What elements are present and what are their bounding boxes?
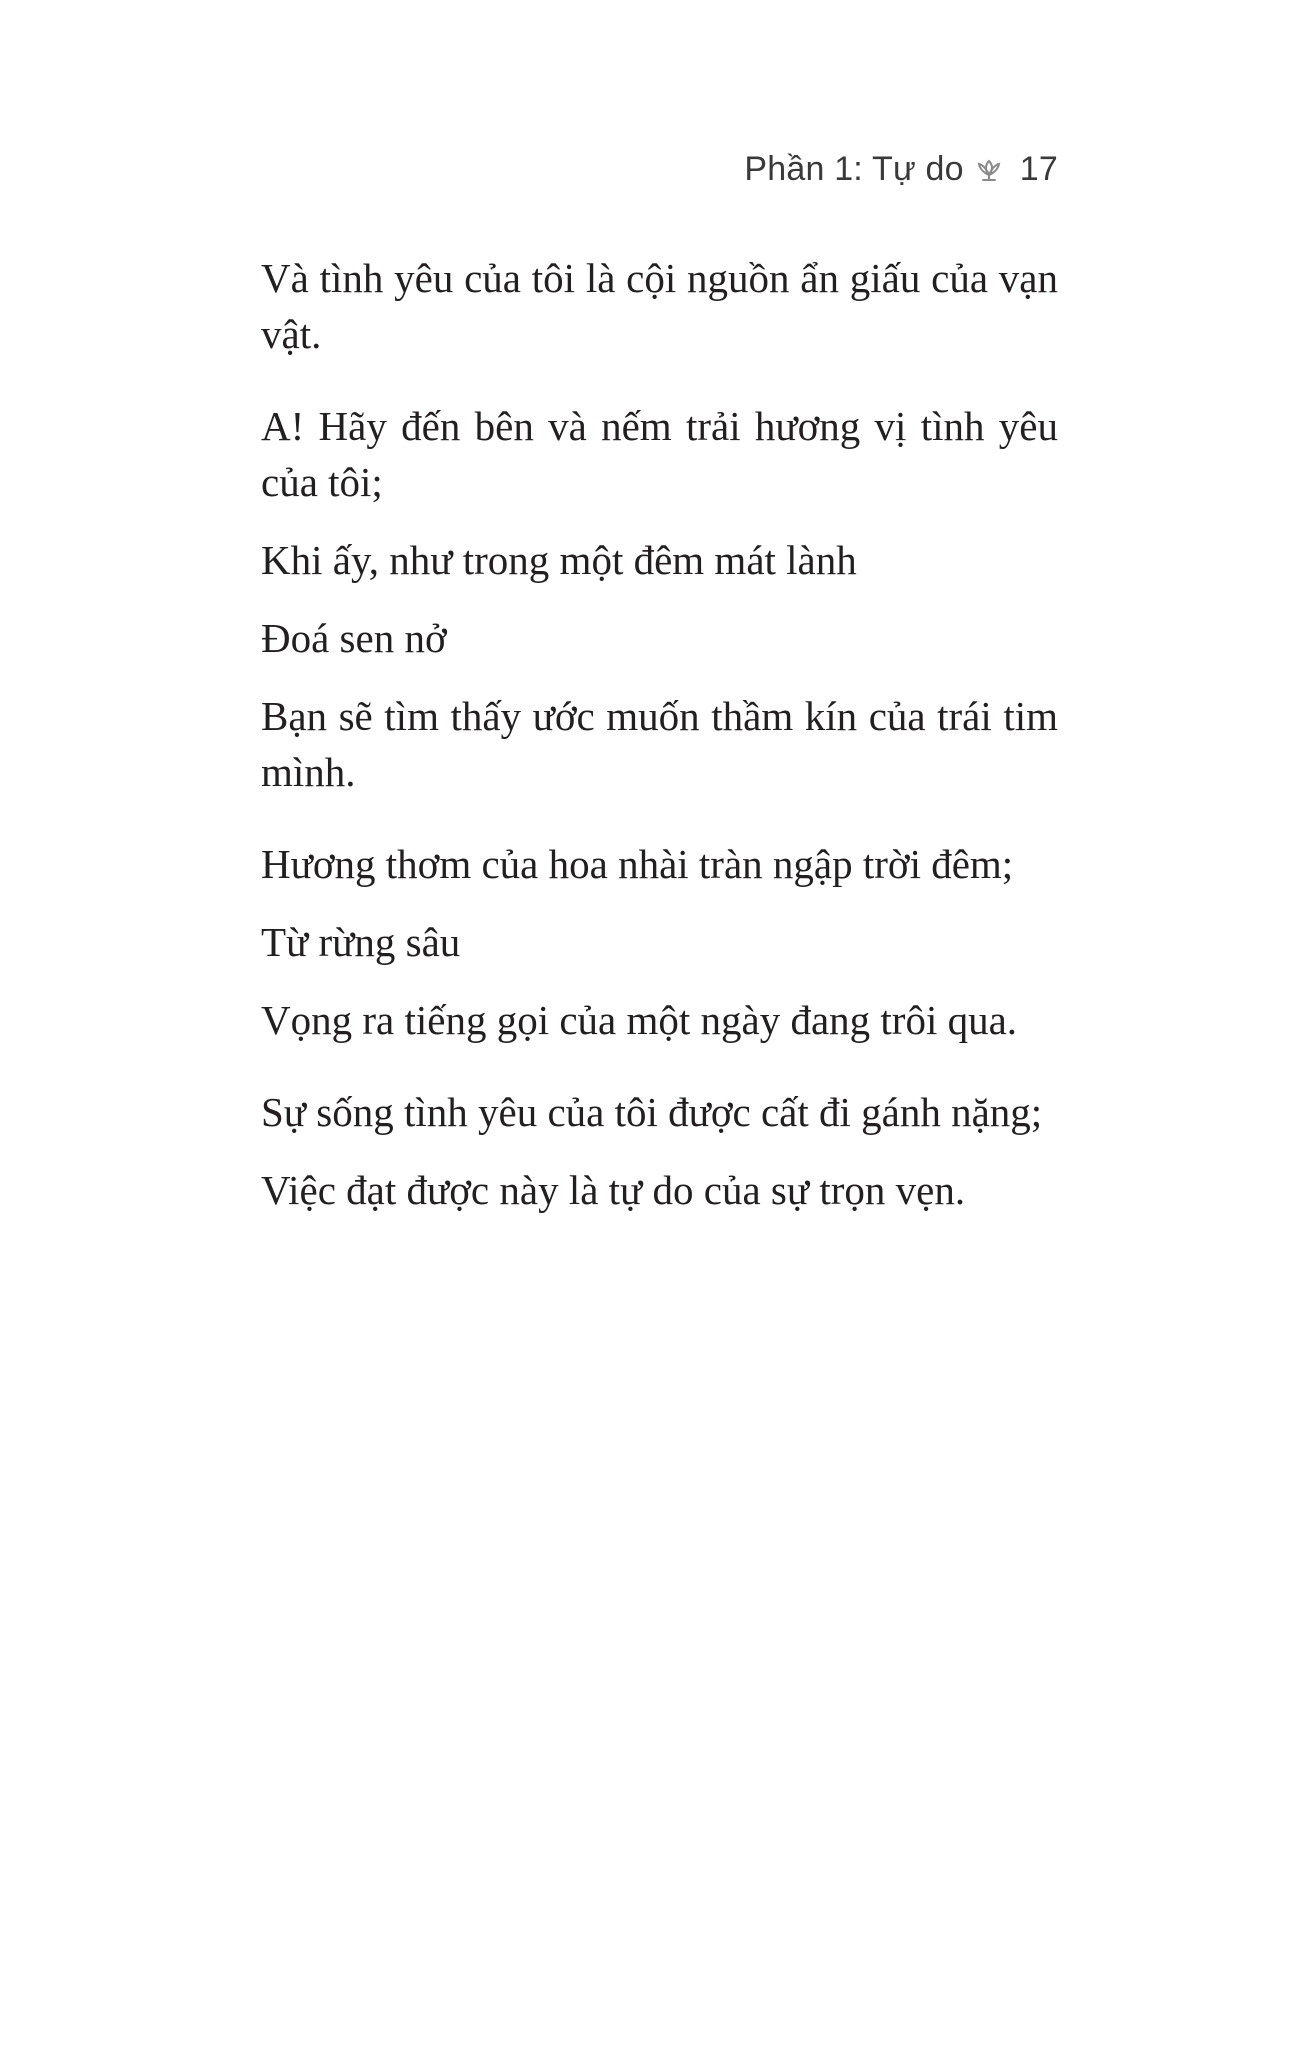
page-number: 17 xyxy=(1019,150,1058,188)
poem-line: Hương thơm của hoa nhài tràn ngập trời đêm; xyxy=(261,841,1014,887)
poem-line: A! Hãy đến bên và nếm trải hương vị tình yêu của tôi; xyxy=(261,403,1058,505)
poem-line: Bạn sẽ tìm thấy ước muốn thầm kín của trái tim mình. xyxy=(261,693,1058,795)
poem-line: Đoá sen nở xyxy=(261,615,447,661)
running-header xyxy=(744,150,1058,189)
section-title: Phần 1: Tự do xyxy=(744,150,964,188)
poem-body xyxy=(261,250,1058,1254)
lotus-ornament-icon xyxy=(974,155,1004,185)
poem-line: Khi ấy, như trong một đêm mát lành xyxy=(261,537,857,583)
poem-line: Từ rừng sâu xyxy=(261,919,461,965)
poem-line: Việc đạt được này là tự do của sự trọn vẹn. xyxy=(261,1167,966,1213)
stanza xyxy=(261,1084,1058,1218)
stanza xyxy=(261,398,1058,800)
stanza xyxy=(261,836,1058,1048)
poem-line: Vọng ra tiếng gọi của một ngày đang trôi qua. xyxy=(261,997,1018,1043)
poem-line: Sự sống tình yêu của tôi được cất đi gánh nặng; xyxy=(261,1089,1043,1135)
poem-line: Và tình yêu của tôi là cội nguồn ẩn giấu của vạn vật. xyxy=(261,255,1058,357)
stanza xyxy=(261,250,1058,362)
